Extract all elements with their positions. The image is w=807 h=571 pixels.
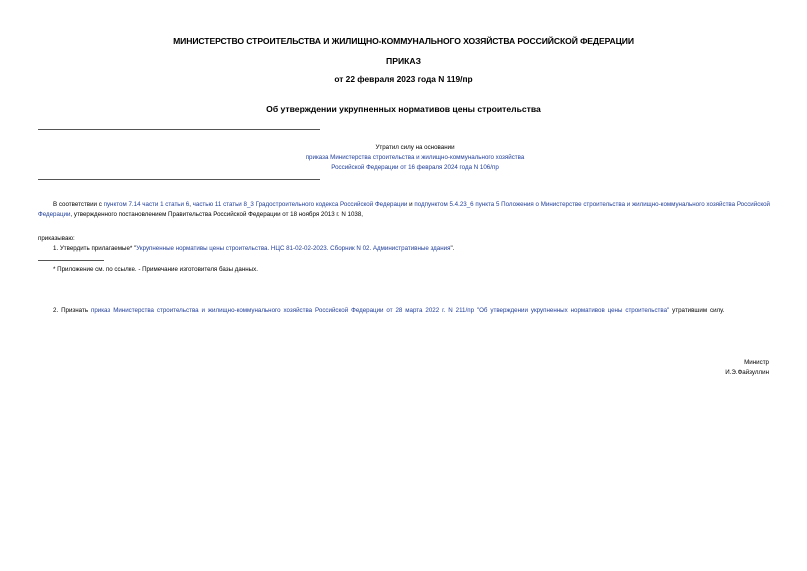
status-note-top-rule [38,129,320,130]
basis-paragraph [38,200,770,220]
repeal-order-link-date[interactable]: Российской Федерации от 16 февраля 2024 года N 106/пр [331,164,499,171]
repeal-order-link[interactable]: приказа Министерства строительства и жилищно-коммунального хозяйства [305,154,525,161]
status-note [232,143,598,173]
document-title: Об утверждении укрупненных нормативов цены строительства [266,104,541,114]
basis-sep-1: , [189,201,193,208]
basis-suffix: , утвержденного постановлением Правительства Российской Федерации от 18 ноября 2013 г. N 1038, [70,211,364,218]
ministry-heading: МИНИСТЕРСТВО СТРОИТЕЛЬСТВА И ЖИЛИЩНО-КОММУНАЛЬНОГО ХОЗЯЙСТВА РОССИЙСКОЙ ФЕДЕРАЦИИ [173,36,634,46]
order-item-1 [53,244,454,254]
status-note-text: Утратил силу на основании [375,144,455,151]
status-note-bottom-rule [38,179,320,180]
order-item-2-prefix: 2. Признать [53,307,91,314]
document-type: ПРИКАЗ [386,56,421,66]
basis-link-urban-code[interactable]: частью 11 статьи 8_3 Градостроительного кодекса Российской Федерации [192,201,408,208]
footnote: * Приложение см. по ссылке. - Примечание изготовителя базы данных. [53,266,258,273]
order-item-2 [38,306,770,316]
signature-block [725,358,769,378]
basis-sep-2: и [407,201,415,208]
basis-link-article-6[interactable]: пунктом 7.14 части 1 статьи 6 [103,201,190,208]
document-date-number: от 22 февраля 2023 года N 119/пр [334,74,473,84]
order-item-2-suffix: утратившим силу. [669,307,725,314]
orders-word: приказываю: [38,235,75,242]
standards-collection-link[interactable]: Укрупненные нормативы цены строительства. НЦС 81-02-02-2023. Сборник N 02. Административные здания [136,245,451,252]
signature-name: И.Э.Файзуллин [725,369,769,376]
order-item-1-prefix: 1. Утвердить прилагаемые* " [53,245,137,252]
basis-link-regulation[interactable]: подпунктом 5.4.23_6 пункта 5 Положения о Министерстве строительства и жилищно-коммунального хозяйства Российской Федерации [38,201,770,218]
signature-position: Министр [744,359,769,366]
basis-prefix: В соответствии с [53,201,104,208]
footnote-rule [38,260,104,261]
previous-order-link[interactable]: приказ Министерства строительства и жилищно-коммунального хозяйства Российской Федерации от 28 марта 2022 г. N 211/пр "Об утверждении укрупненных нормативов цены строительства" [90,307,670,314]
order-item-1-suffix: ". [450,245,455,252]
